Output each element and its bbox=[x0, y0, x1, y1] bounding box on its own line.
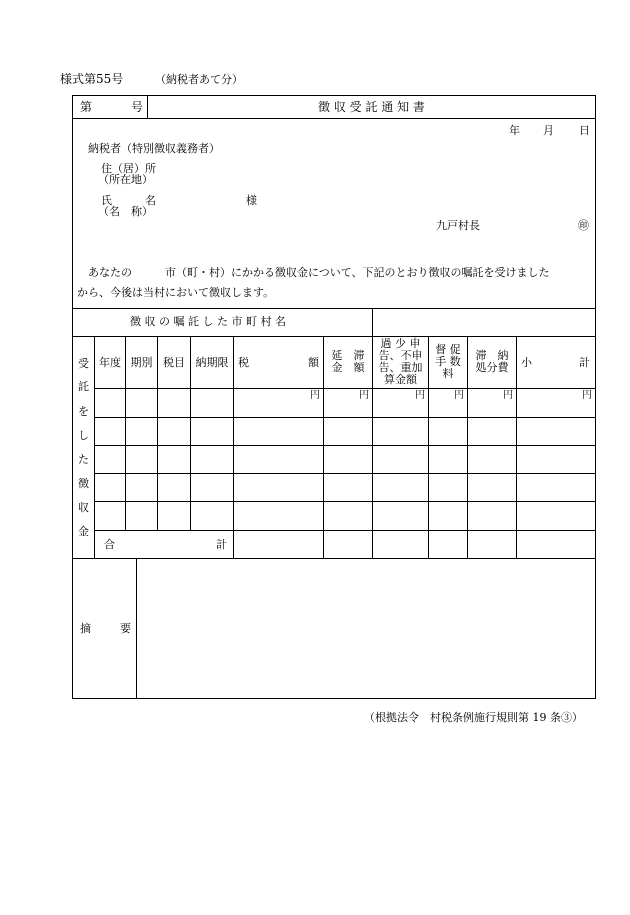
name-label: 氏 名 bbox=[101, 194, 156, 207]
side-char: 託 bbox=[78, 380, 89, 393]
legal-basis: （根拠法令 村税条例施行規則第 19 条③） bbox=[364, 711, 583, 724]
side-char: 収 bbox=[78, 501, 89, 514]
header-line: 告、不申 bbox=[378, 349, 423, 362]
col-header-tax-item: 税目 bbox=[163, 356, 185, 369]
col-header-subtotal-2: 計 bbox=[579, 356, 590, 369]
body-text-line1: あなたの 市（町・村）にかかる徴収金について、下記のとおり徴収の嘱託を受けました bbox=[88, 266, 550, 279]
total-label-left: 合 bbox=[104, 538, 115, 551]
body-text-line2: から、今後は当村において徴収します。 bbox=[77, 286, 275, 299]
col-header-year: 年度 bbox=[99, 356, 121, 369]
yen-unit: 円 bbox=[582, 390, 592, 401]
header-line: 処分費 bbox=[475, 361, 509, 374]
taxpayer-label: 納税者（特別徴収義務者） bbox=[88, 142, 220, 155]
side-char: 金 bbox=[78, 525, 89, 538]
col-header-due-date: 納期限 bbox=[195, 356, 229, 369]
col-header-disposition-cost bbox=[468, 350, 516, 374]
side-char: 徴 bbox=[78, 477, 89, 490]
yen-unit: 円 bbox=[310, 390, 320, 401]
address-label: 住（居）所 bbox=[101, 162, 156, 175]
remarks-label-left: 摘 bbox=[80, 622, 91, 635]
col-header-demand-fee bbox=[429, 344, 467, 380]
number-suffix: 号 bbox=[131, 100, 144, 114]
header-line: 告、重加 bbox=[378, 361, 423, 374]
name-sub-label: （名 称） bbox=[98, 205, 153, 218]
honorific: 様 bbox=[246, 194, 257, 207]
header-line: 手 数 bbox=[435, 355, 461, 368]
side-char: 受 bbox=[78, 357, 89, 370]
side-char: を bbox=[78, 405, 89, 418]
header-line: 料 bbox=[442, 367, 454, 380]
col-header-period: 期別 bbox=[130, 356, 153, 369]
mayor-name: 九戸村長 bbox=[436, 219, 480, 232]
remarks-label-right: 要 bbox=[120, 622, 131, 635]
header-line: 督 促 bbox=[435, 343, 461, 356]
header-line: 延 滞 bbox=[331, 349, 365, 362]
header-line: 滞 納 bbox=[475, 349, 509, 362]
seal-mark: ㊞ bbox=[578, 219, 589, 232]
col-header-penalty bbox=[373, 338, 428, 386]
side-char: し bbox=[78, 429, 89, 442]
document-title: 徴 収 受 託 通 知 書 bbox=[318, 100, 425, 114]
side-char: た bbox=[78, 453, 89, 466]
header-line: 金 額 bbox=[331, 361, 365, 374]
date-month: 月 bbox=[543, 124, 554, 137]
address-sub-label: （所在地） bbox=[98, 173, 153, 186]
city-label: 徴 収 の 嘱 託 し た 市 町 村 名 bbox=[130, 315, 286, 328]
date-day: 日 bbox=[579, 124, 590, 137]
form-note: （納税者あて分） bbox=[155, 73, 243, 86]
total-label-right: 計 bbox=[216, 538, 227, 551]
col-header-late-fee bbox=[324, 350, 372, 374]
header-line: 算金額 bbox=[384, 373, 417, 386]
yen-unit: 円 bbox=[359, 390, 369, 401]
col-header-subtotal-1: 小 bbox=[521, 356, 532, 369]
yen-unit: 円 bbox=[454, 390, 464, 401]
yen-unit: 円 bbox=[415, 390, 425, 401]
remarks-area bbox=[137, 559, 595, 698]
yen-unit: 円 bbox=[503, 390, 513, 401]
header-line: 過 少 申 bbox=[380, 337, 421, 350]
number-prefix: 第 bbox=[80, 100, 93, 114]
date-year: 年 bbox=[509, 124, 520, 137]
form-number: 様式第55号 bbox=[60, 72, 124, 86]
col-header-tax-amount-2: 額 bbox=[308, 356, 319, 369]
col-header-tax-amount-1: 税 bbox=[238, 356, 249, 369]
